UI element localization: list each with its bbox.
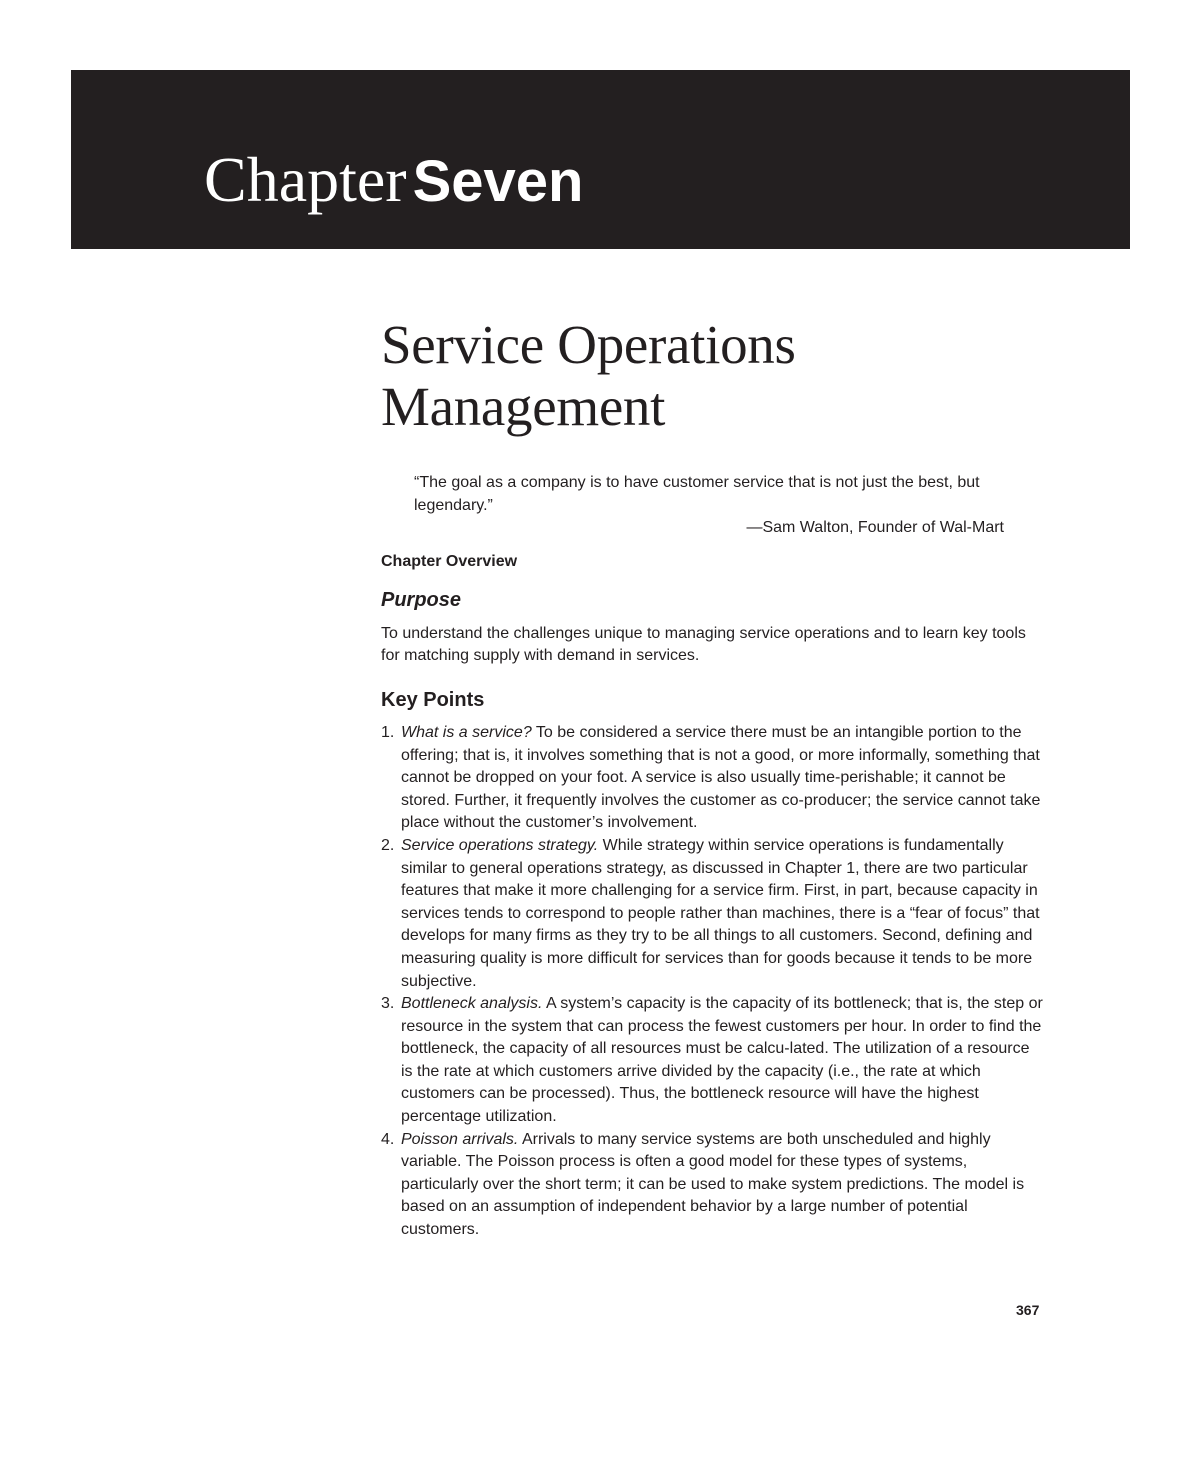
key-point-text: To be considered a service there must be an intangible portion to the offering; that is, it involves something that is not a good, or more informally, something that cannot be dropped on your foot. A service is also usually time-perishable; it cannot be stored. Further, it frequently involves the customer as co-producer; the service cannot take place without the customer’s involvement.: [401, 723, 1041, 832]
key-point-number: 4.: [381, 1130, 395, 1148]
key-point-term: Bottleneck analysis.: [401, 995, 543, 1013]
chapter-word: Chapter: [204, 144, 407, 215]
chapter-content: [381, 314, 1061, 1242]
purpose-heading: Purpose: [381, 588, 462, 611]
key-point-term: Service operations strategy.: [401, 836, 599, 854]
chapter-number: Seven: [412, 149, 584, 214]
key-point-number: 3.: [381, 995, 395, 1013]
key-point-item: [381, 835, 1043, 993]
chapter-overview-heading: Chapter Overview: [381, 552, 518, 570]
page-number: 367: [1016, 1302, 1040, 1318]
epigraph-quote: “The goal as a company is to have customer service that is not just the best, but legendary.”: [414, 474, 980, 514]
page-title-line-1: Service Operations: [381, 314, 796, 375]
key-point-item: [381, 1129, 1043, 1242]
page-title-line-2: Management: [381, 376, 666, 437]
key-point-number: 2.: [381, 836, 395, 854]
epigraph: [414, 472, 1044, 540]
key-point-text: Arrivals to many service systems are both unscheduled and highly variable. The Poisson process is often a good model for these types of systems, particularly over the short term; it can be used to make system predictions. The model is based on an assumption of independent behavior by a large number of potential customers.: [401, 1130, 1025, 1239]
key-point-term: What is a service?: [401, 723, 532, 741]
key-point-text: While strategy within service operations is fundamentally similar to general operations strategy, as discussed in Chapter 1, there are two particular features that make it more challenging for a service firm. First, in part, because capacity in services tends to correspond to people rather than machines, there is a “fear of focus” that develops for many firms as they try to be all things to all customers. Second, defining and measuring quality is more difficult for services than for goods because it tends to be more subjective.: [401, 836, 1040, 990]
purpose-text: To understand the challenges unique to managing service operations and to learn key tools for matching supply with demand in services.: [381, 624, 1026, 665]
chapter-heading: [204, 144, 584, 215]
chapter-banner: [71, 70, 1130, 249]
key-point-number: 1.: [381, 723, 395, 741]
key-point-item: [381, 722, 1043, 835]
epigraph-attribution: —Sam Walton, Founder of Wal-Mart: [746, 519, 1004, 537]
page-title: [381, 314, 1061, 438]
key-points-list: [381, 722, 1043, 1242]
key-point-text: A system’s capacity is the capacity of its bottleneck; that is, the step or resource in the system that can process the fewest customers per hour. In order to find the bottleneck, the capacity of all resources must be calcu-lated. The utilization of a resource is the rate at which customers arrive divided by the capacity (i.e., the rate at which customers can be processed). Thus, the bottleneck resource will have the highest percentage utilization.: [401, 995, 1043, 1126]
key-points-heading: Key Points: [381, 688, 485, 711]
key-point-term: Poisson arrivals.: [401, 1130, 519, 1148]
key-point-item: [381, 993, 1043, 1129]
